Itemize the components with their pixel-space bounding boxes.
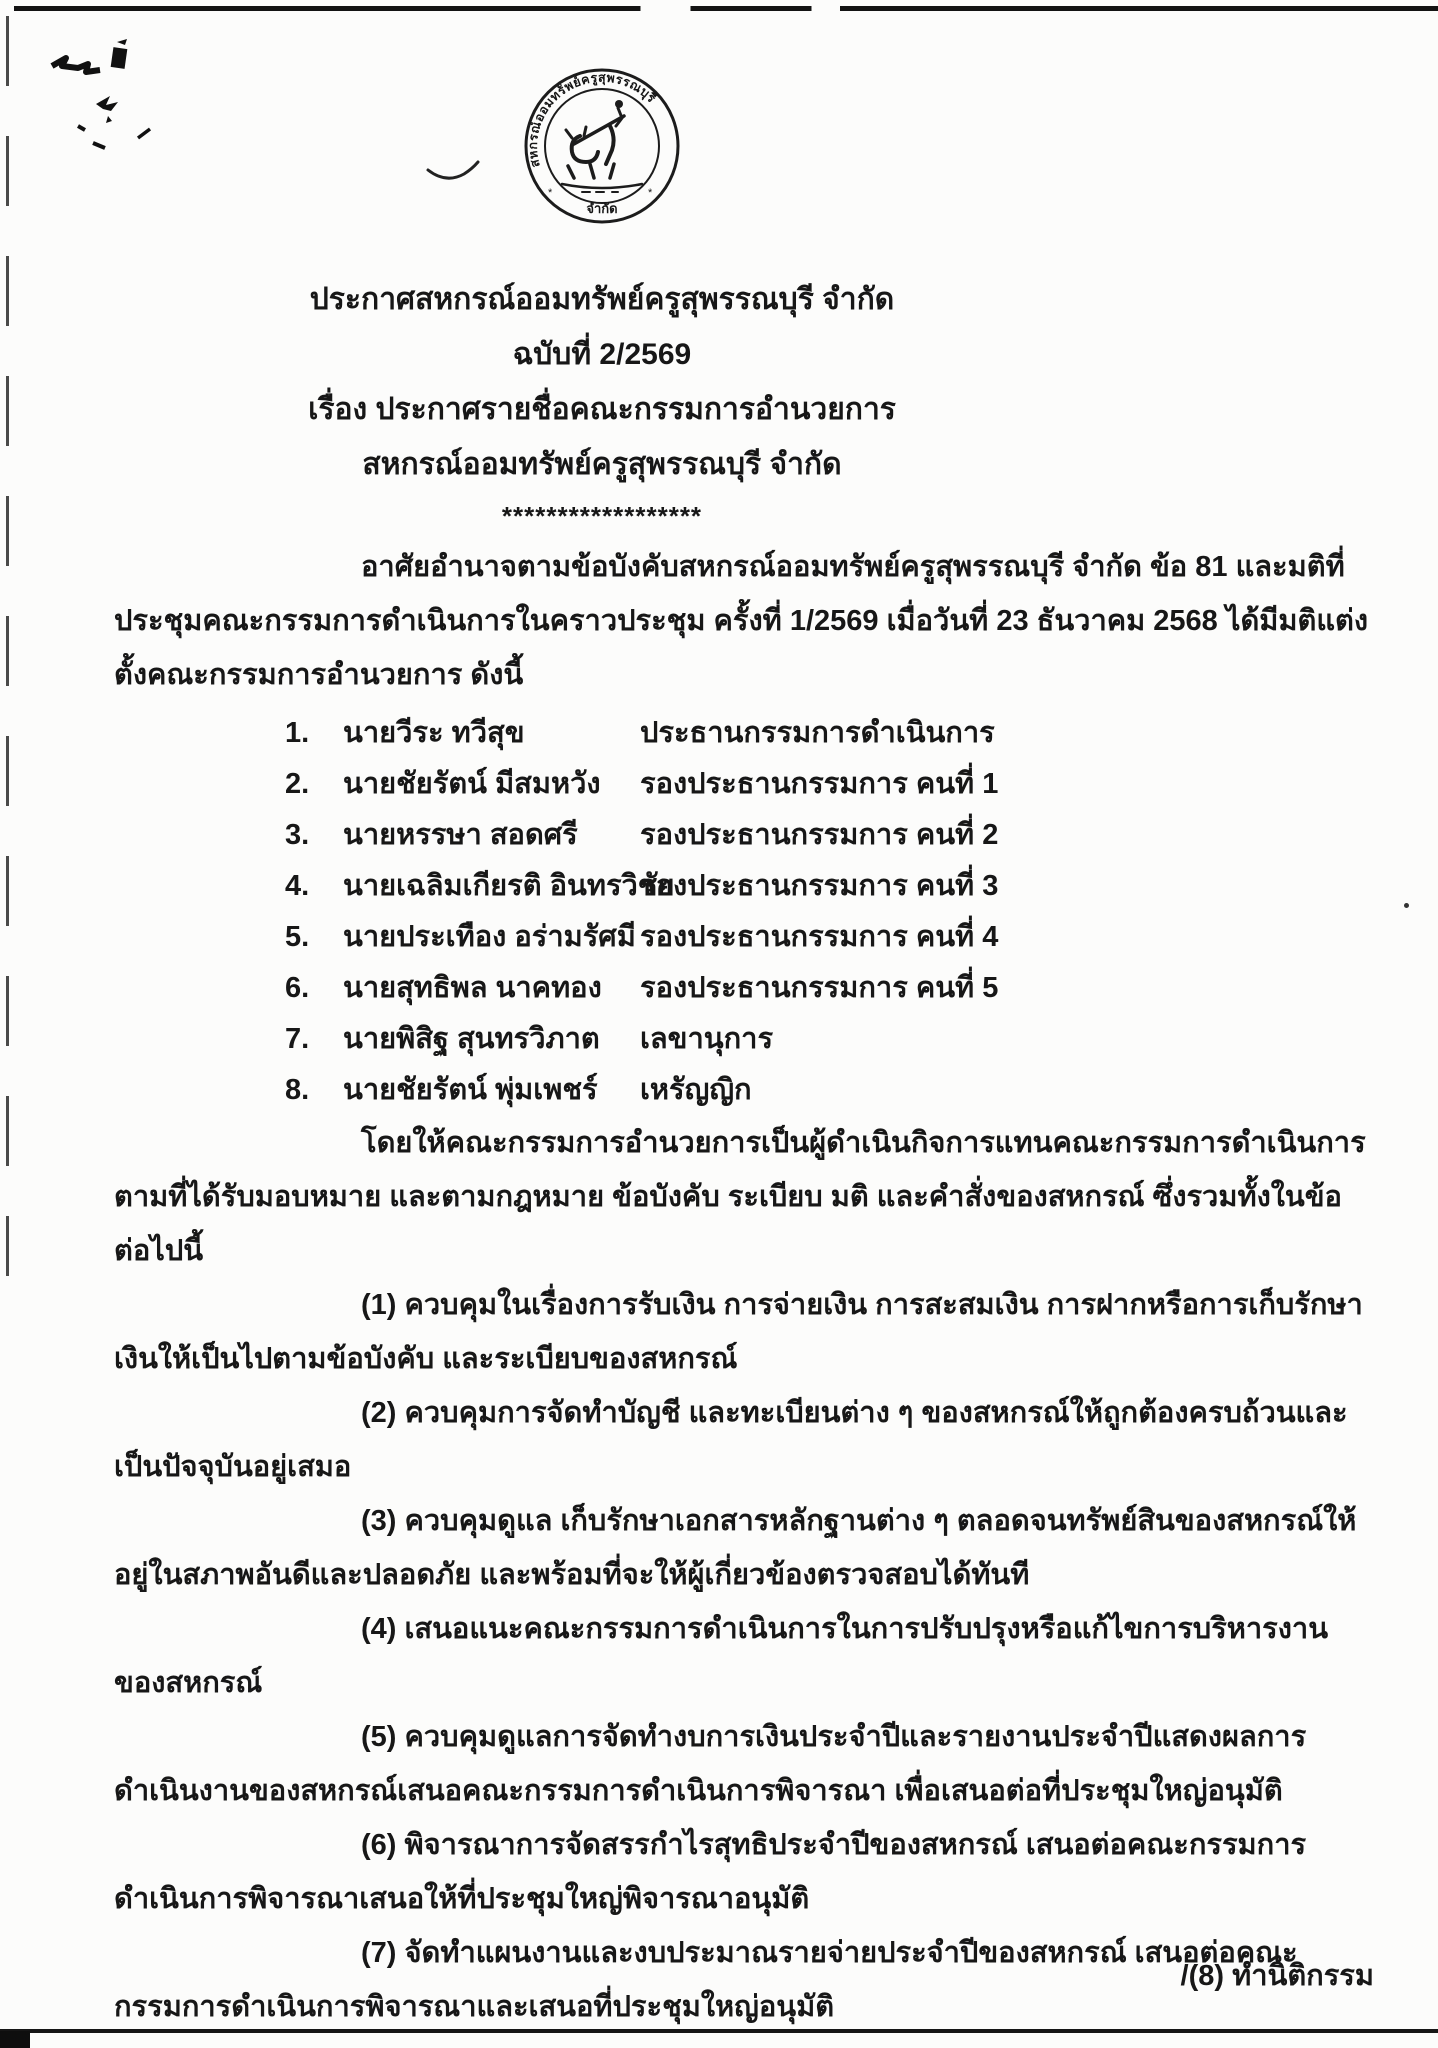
duty-item-6: (6) พิจารณาการจัดสรรกำไรสุทธิประจำปีของสหกรณ์ เสนอต่อคณะกรรมการดำเนินการพิจารณาเสนอให้ที่ประชุมใหญ่พิจารณาอนุมัติ bbox=[114, 1829, 1307, 1915]
committee-list bbox=[114, 708, 1376, 1116]
duty-item-2: (2) ควบคุมการจัดทำบัญชี และทะเบียนต่าง ๆ ของสหกรณ์ให้ถูกต้องครบถ้วนและเป็นปัจจุบันอยู่เสมอ bbox=[114, 1397, 1348, 1483]
announcement-org: สหกรณ์ออมทรัพย์ครูสุพรรณบุรี จำกัด bbox=[362, 448, 842, 481]
seal-emblem bbox=[562, 100, 642, 192]
announcement-header bbox=[114, 272, 1090, 540]
member-number: 3. bbox=[285, 819, 310, 851]
announcement-subject: เรื่อง ประกาศรายชื่อคณะกรรมการอำนวยการ bbox=[308, 393, 896, 426]
committee-row bbox=[114, 912, 1376, 963]
page-continuation-note: /(8) ทำนิติกรรม bbox=[1180, 1960, 1374, 1992]
member-position: รองประธานกรรมการ คนที่ 3 bbox=[640, 870, 999, 902]
duty-item-3: (3) ควบคุมดูแล เก็บรักษาเอกสารหลักฐานต่าง ๆ ตลอดจนทรัพย์สินของสหกรณ์ให้อยู่ในสภาพอันดีและปลอดภัย และพร้อมที่จะให้ผู้เกี่ยวข้องตรวจสอบได้ทันที bbox=[114, 1505, 1357, 1591]
scan-edge-top bbox=[14, 6, 1438, 11]
committee-row bbox=[114, 759, 1376, 810]
announcement-number: ฉบับที่ 2/2569 bbox=[512, 338, 692, 371]
duty-item-4: (4) เสนอแนะคณะกรรมการดำเนินการในการปรับปรุงหรือแก้ไขการบริหารงานของสหกรณ์ bbox=[114, 1613, 1329, 1699]
scan-corner-blot bbox=[0, 2031, 30, 2048]
member-number: 2. bbox=[285, 768, 310, 800]
committee-row bbox=[114, 963, 1376, 1014]
member-position: เลขานุการ bbox=[640, 1023, 774, 1055]
member-position: รองประธานกรรมการ คนที่ 1 bbox=[640, 768, 999, 800]
committee-row bbox=[114, 861, 1376, 912]
committee-row bbox=[114, 708, 1376, 759]
member-position: รองประธานกรรมการ คนที่ 2 bbox=[640, 819, 999, 851]
member-number: 6. bbox=[285, 972, 310, 1004]
duty-item-1: (1) ควบคุมในเรื่องการรับเงิน การจ่ายเงิน การสะสมเงิน การฝากหรือการเก็บรักษาเงินให้เป็นไปตามข้อบังคับ และระเบียบของสหกรณ์ bbox=[114, 1289, 1363, 1375]
member-position: ประธานกรรมการดำเนินการ bbox=[640, 717, 995, 749]
scan-dot bbox=[1404, 903, 1409, 908]
pen-mark bbox=[424, 148, 504, 184]
member-name: นายวีระ ทวีสุข bbox=[343, 717, 525, 749]
ink-smudge bbox=[38, 30, 178, 160]
member-position: เหรัญญิก bbox=[640, 1074, 752, 1106]
member-name: นายเฉลิมเกียรติ อินทรวิชัย bbox=[343, 870, 675, 902]
member-name: นายสุทธิพล นาคทอง bbox=[343, 972, 602, 1004]
member-name: นายชัยรัตน์ มีสมหวัง bbox=[343, 768, 601, 800]
delegation-paragraph: โดยให้คณะกรรมการอำนวยการเป็นผู้ดำเนินกิจการแทนคณะกรรมการดำเนินการตามที่ได้รับมอบหมาย และตามกฎหมาย ข้อบังคับ ระเบียบ มติ และคำสั่งของสหกรณ์ ซึ่งรวมทั้งในข้อต่อไปนี้ bbox=[114, 1127, 1366, 1267]
duty-item-7: (7) จัดทำแผนงานและงบประมาณรายจ่ายประจำปีของสหกรณ์ เสนอต่อคณะกรรมการดำเนินการพิจารณาและเสนอที่ประชุมใหญ่อนุมัติ bbox=[114, 1937, 1298, 2023]
seal-ring-text: สหกรณ์ออมทรัพย์ครูสุพรรณบุรี bbox=[525, 70, 659, 169]
committee-row bbox=[114, 1014, 1376, 1065]
member-number: 1. bbox=[285, 717, 310, 749]
committee-row bbox=[114, 810, 1376, 861]
member-number: 7. bbox=[285, 1023, 310, 1055]
member-name: นายหรรษา สอดศรี bbox=[343, 819, 578, 851]
scan-edge-left bbox=[6, 16, 9, 1276]
seal-star-right: * bbox=[648, 187, 653, 199]
star-divider: ****************** bbox=[501, 501, 703, 531]
member-number: 5. bbox=[285, 921, 310, 953]
announcement-body bbox=[114, 540, 1376, 2034]
member-position: รองประธานกรรมการ คนที่ 4 bbox=[640, 921, 999, 953]
member-name: นายพิสิฐ สุนทรวิภาต bbox=[343, 1023, 600, 1055]
member-name: นายประเทือง อร่ามรัศมี bbox=[343, 921, 636, 953]
announcement-title: ประกาศสหกรณ์ออมทรัพย์ครูสุพรรณบุรี จำกัด bbox=[309, 283, 895, 316]
member-position: รองประธานกรรมการ คนที่ 5 bbox=[640, 972, 999, 1004]
cooperative-seal bbox=[522, 66, 682, 226]
member-number: 8. bbox=[285, 1074, 310, 1106]
intro-paragraph: อาศัยอำนาจตามข้อบังคับสหกรณ์ออมทรัพย์ครูสุพรรณบุรี จำกัด ข้อ 81 และมติที่ประชุมคณะกรรมการดำเนินการในคราวประชุม ครั้งที่ 1/2569 เมื่อวันที่ 23 ธันวาคม 2568 ได้มีมติแต่งตั้งคณะกรรมการอำนวยการ ดังนี้ bbox=[114, 551, 1369, 691]
seal-bottom-text: จำกัด bbox=[586, 201, 618, 216]
duty-item-5: (5) ควบคุมดูแลการจัดทำงบการเงินประจำปีและรายงานประจำปีแสดงผลการดำเนินงานของสหกรณ์เสนอคณะกรรมการดำเนินการพิจารณา เพื่อเสนอต่อที่ประชุมใหญ่อนุมัติ bbox=[114, 1721, 1307, 1807]
seal-star-left: * bbox=[548, 187, 553, 199]
member-number: 4. bbox=[285, 870, 310, 902]
member-name: นายชัยรัตน์ พุ่มเพชร์ bbox=[343, 1074, 598, 1106]
committee-row bbox=[114, 1065, 1376, 1116]
